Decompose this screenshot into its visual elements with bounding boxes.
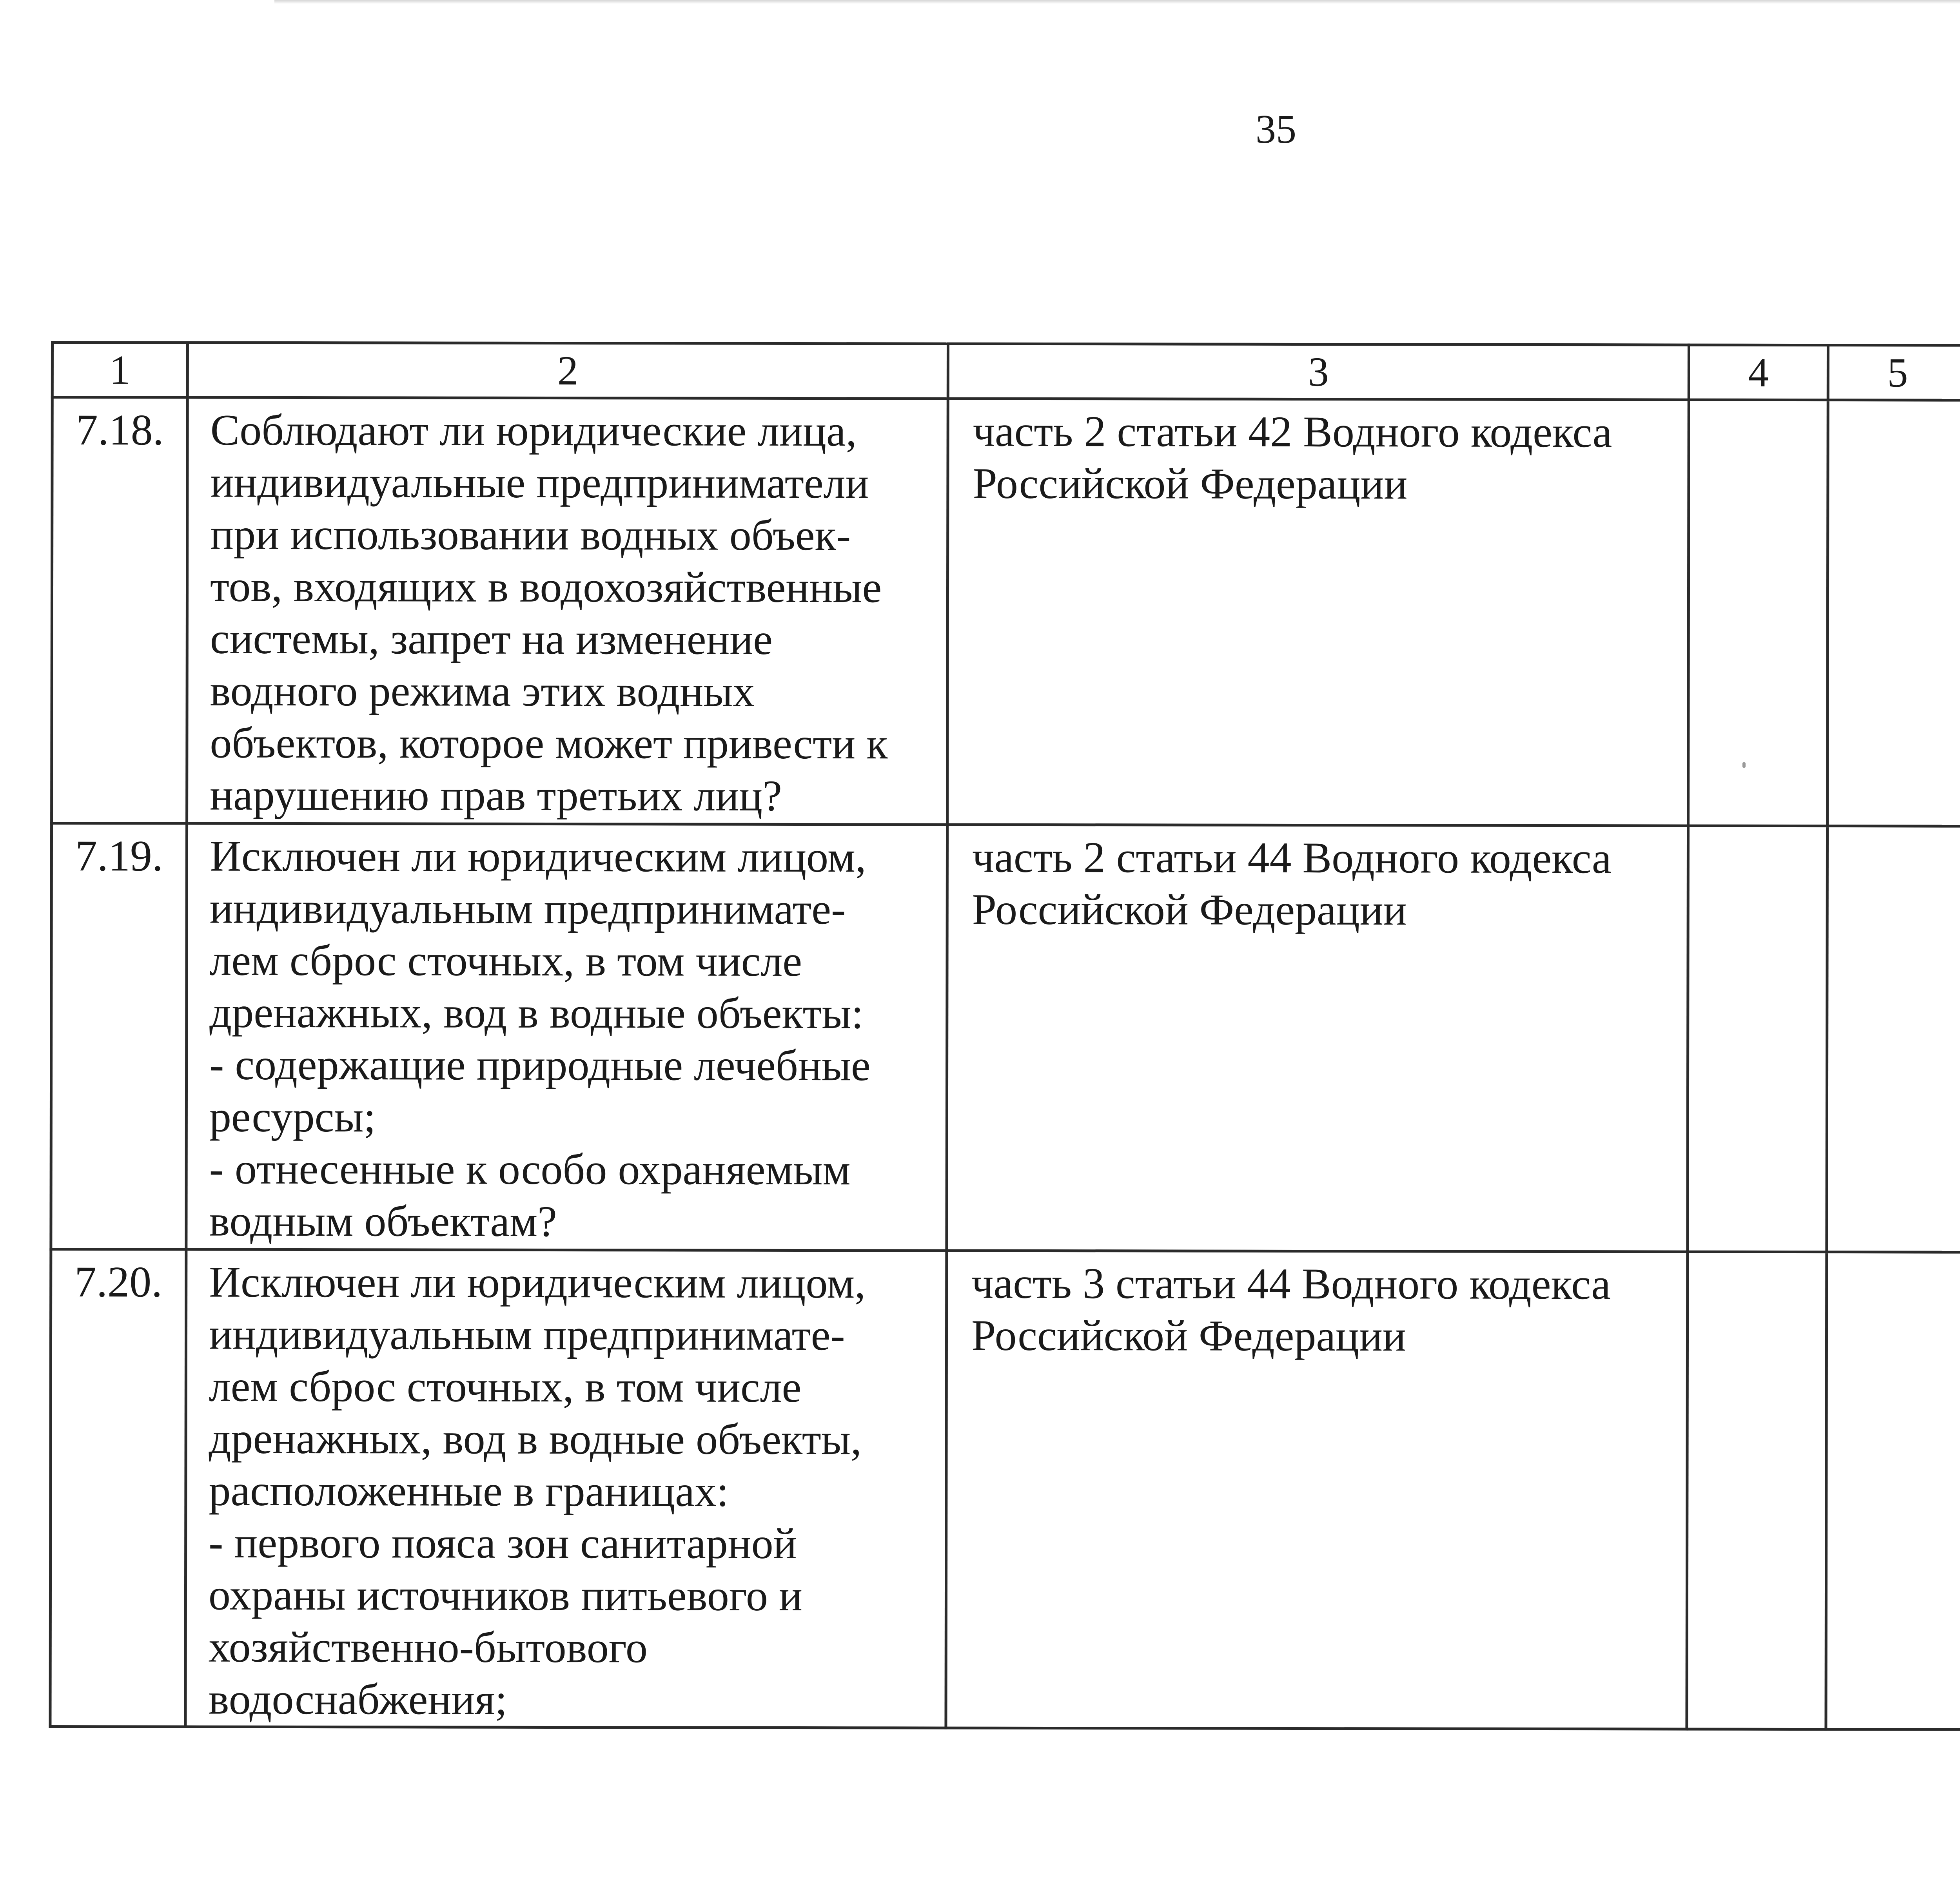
item-legal-reference: часть 2 статьи 42 Водного кодекса Российской Федерации — [947, 399, 1689, 826]
item-question: Соблюдают ли юридические лица, индивидуальные предприниматели при использовании водных объек- тов, входящих в водохозяйственные системы, запрет на изменение водного режима этих водных объектов, которое может привести к нарушению прав третьих лиц? — [187, 397, 948, 825]
answer-cell-col4 — [1688, 826, 1828, 1252]
item-legal-reference: часть 2 статьи 44 Водного кодекса Российской Федерации — [947, 825, 1688, 1252]
column-number-2: 2 — [187, 343, 948, 399]
column-number-4: 4 — [1689, 345, 1828, 400]
scan-edge-shadow — [274, 0, 1960, 4]
column-number-3: 3 — [948, 344, 1689, 400]
item-number: 7.18. — [52, 397, 188, 824]
item-number: 7.19. — [51, 823, 187, 1250]
item-legal-reference: часть 3 статьи 44 Водного кодекса Российской Федерации — [946, 1251, 1688, 1729]
table-header-row — [52, 343, 1960, 401]
item-question: Исключен ли юридическим лицом, индивидуальным предпринимате- лем сброс сточных, в том числе дренажных, вод в водные объекты: - содержащие природные лечебные ресурсы; - отнесенные к особо охраняемым водным объектам? — [186, 823, 947, 1251]
table-row — [51, 823, 1960, 1253]
item-number: 7.20. — [50, 1249, 186, 1727]
table-row — [50, 1249, 1960, 1731]
answer-cell-col5 — [1827, 826, 1960, 1253]
item-question: Исключен ли юридическим лицом, индивидуальным предпринимате- лем сброс сточных, в том числе дренажных, вод в водные объекты, расположенные в границах: - первого пояса зон санитарной охраны источников питьевого и хозяйственно-бытового водоснабжения; — [185, 1249, 947, 1728]
column-number-1: 1 — [52, 343, 187, 398]
answer-cell-col4 — [1687, 1252, 1827, 1729]
column-number-5: 5 — [1828, 345, 1960, 401]
answer-cell-col4 — [1688, 400, 1828, 826]
page-number: 35 — [1256, 107, 1296, 152]
checklist-table — [49, 341, 1960, 1732]
scan-speck — [1742, 762, 1746, 768]
answer-cell-col5 — [1826, 1252, 1960, 1730]
table-row — [52, 397, 1960, 827]
answer-cell-col5 — [1828, 400, 1960, 827]
